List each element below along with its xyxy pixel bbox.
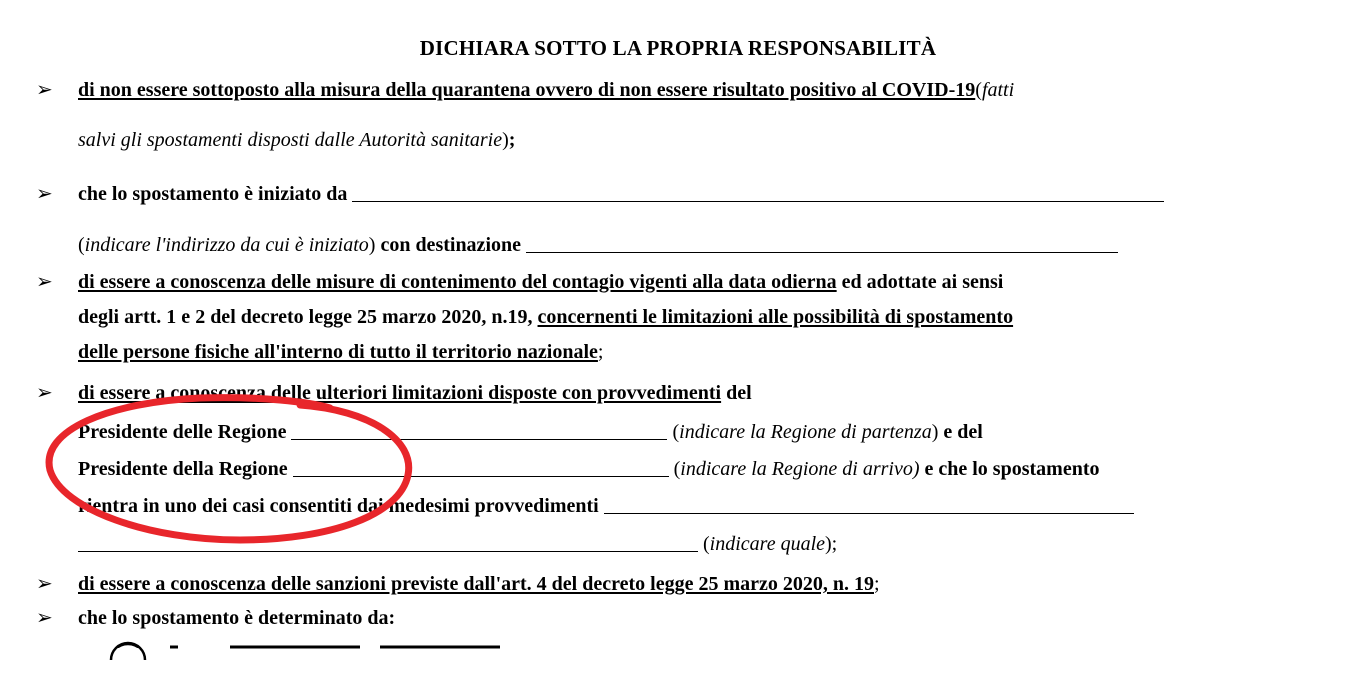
item-3-line-1: di essere a conoscenza delle misure di contenimento del contagio vigenti alla data odierna ed adottate ai sensi [78, 271, 1004, 293]
bullet-arrow-icon: ➢ [36, 79, 53, 101]
destination-label: con destinazione [380, 234, 521, 256]
item-1-underlined-text: di non essere sottoposto alla misura della quarantena ovvero di non essere risultato positivo al COVID-19 [78, 79, 976, 101]
item-2-line-1 [78, 182, 1164, 206]
arrival-region-blank[interactable] [293, 458, 669, 477]
item-1-line-1: di non essere sottoposto alla misura della quarantena ovvero di non essere risultato positivo al COVID-19(fatti [78, 79, 1015, 101]
start-address-blank[interactable] [352, 183, 1164, 202]
allowed-case-blank[interactable] [604, 495, 1134, 514]
item-3-line-3: delle persone fisiche all'interno di tutto il territorio nazionale; [78, 341, 604, 363]
item-2-start-label: che lo spostamento è iniziato da [78, 183, 348, 205]
bullet-arrow-icon: ➢ [36, 573, 53, 595]
item-2-line-2: (indicare l'indirizzo da cui è iniziato) con destinazione [78, 233, 1118, 257]
page-cutoff-area [0, 648, 1356, 682]
item-1-line-2: salvi gli spostamenti disposti dalle Autorità sanitarie); [78, 129, 516, 151]
bullet-arrow-icon: ➢ [36, 183, 53, 205]
item-6-line-1: che lo spostamento è determinato da: [78, 607, 396, 629]
bullet-arrow-icon: ➢ [36, 271, 53, 293]
page-title: DICHIARA SOTTO LA PROPRIA RESPONSABILITÀ [419, 36, 937, 60]
item-4-line-3: Presidente della Regione (indicare la Regione di arrivo) e che lo spostamento [78, 458, 1100, 480]
item-4-line-2: Presidente delle Regione (indicare la Regione di partenza) e del [78, 421, 983, 443]
arrival-region-label: Presidente della Regione [78, 458, 288, 480]
bullet-arrow-icon: ➢ [36, 382, 53, 404]
item-3-line-2: degli artt. 1 e 2 del decreto legge 25 marzo 2020, n.19, concernenti le limitazioni alle possibilità di spostamento [78, 306, 1014, 328]
item-1-italic-note: fatti [981, 79, 1015, 101]
item-4-line-1: di essere a conoscenza delle ulteriori limitazioni disposte con provvedimenti del [78, 382, 752, 404]
item-4-line-4: rientra in uno dei casi consentiti dai medesimi provvedimenti [78, 494, 1134, 518]
allowed-case-blank-2[interactable] [78, 533, 698, 552]
item-4-line-5: (indicare quale); [78, 532, 837, 556]
destination-blank[interactable] [526, 234, 1118, 253]
item-5-line-1: di essere a conoscenza delle sanzioni previste dall'art. 4 del decreto legge 25 marzo 2020, n. 19; [78, 573, 880, 595]
departure-region-label: Presidente delle Regione [78, 421, 287, 443]
departure-region-blank[interactable] [291, 421, 667, 440]
bullet-arrow-icon: ➢ [36, 607, 53, 629]
